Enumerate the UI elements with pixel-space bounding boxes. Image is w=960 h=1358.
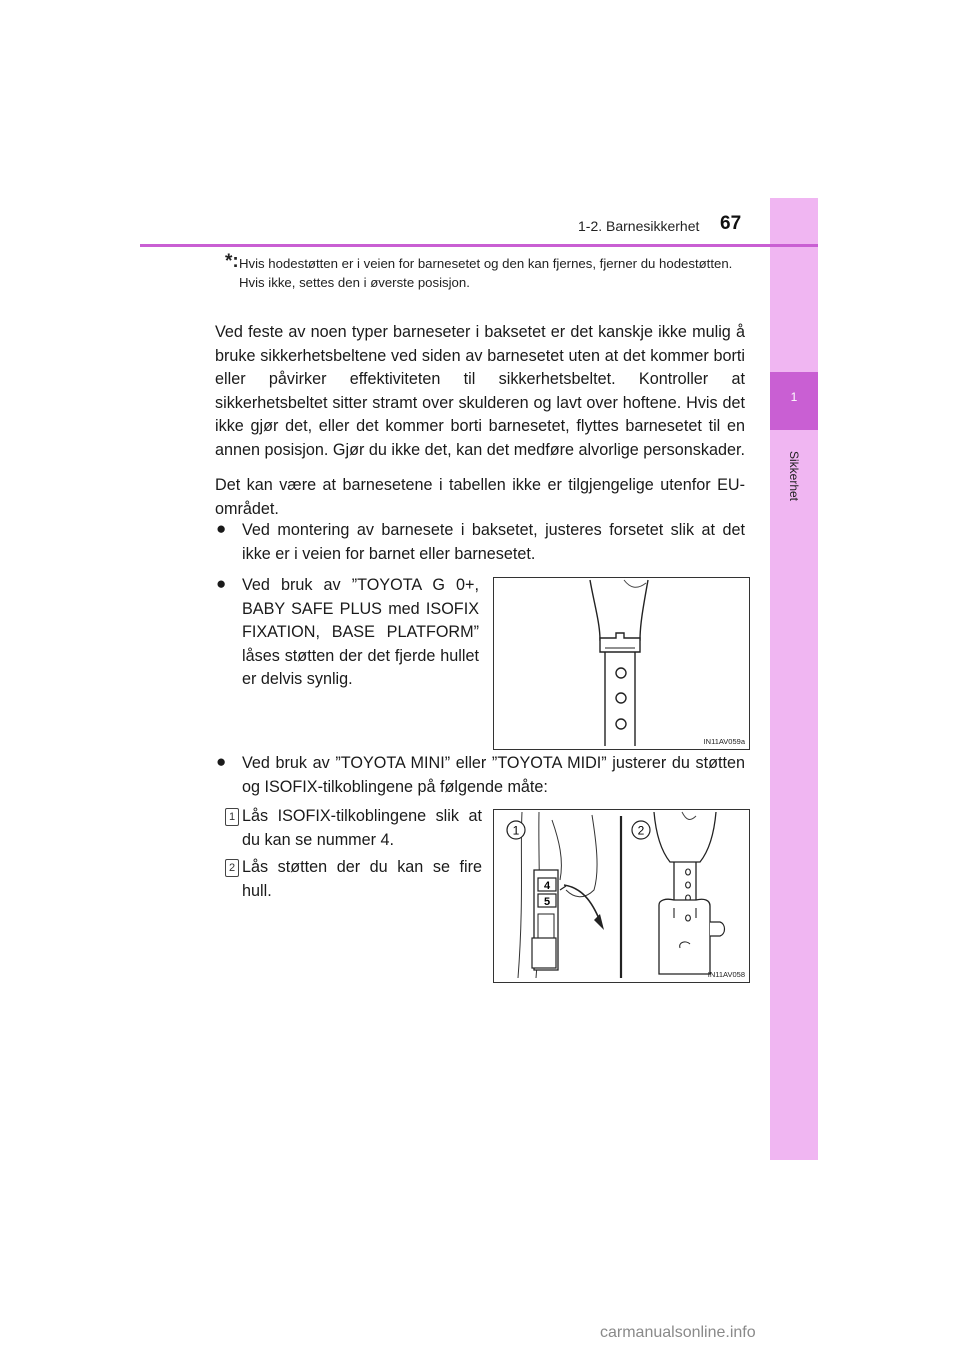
step-number: 1 — [225, 808, 239, 826]
chapter-label: Sikkerhet — [787, 450, 801, 502]
bullet-dot: ● — [216, 519, 227, 538]
watermark: carmanualsonline.info — [600, 1324, 756, 1341]
step-text: Lås støtten der du kan se fire hull. — [242, 858, 482, 900]
figure-code: IN11AV058 — [707, 970, 745, 979]
bullet-front-seat: Ved montering av barnesete i baksetet, justeres forsetet slik at det ikke er i veien for barnet eller barnesetet. — [242, 521, 745, 563]
bullet-toyota-mini-midi: Ved bruk av ”TOYOTA MINI” eller ”TOYOTA MIDI” justerer du støtten og ISOFIX-tilkoblingene på følgende måte: — [242, 754, 745, 796]
figure-isofix-support — [493, 809, 750, 983]
figure-support-leg — [493, 577, 750, 750]
bullet-dot: ● — [216, 574, 227, 593]
connector-digit-5: 5 — [543, 896, 551, 908]
page-number: 67 — [720, 213, 742, 234]
figure-code: IN11AV059a — [703, 737, 745, 746]
header-divider — [140, 244, 818, 247]
isofix-illustration — [494, 810, 749, 982]
figure-label-2: 2 — [637, 823, 645, 838]
connector-digit-4: 4 — [543, 880, 551, 892]
bullet-dot: ● — [216, 752, 227, 771]
footnote-text: Hvis hodestøtten er i veien for barnesetet og den kan fjernes, fjerner du hodestøtten. — [239, 256, 733, 271]
figure-label-1: 1 — [512, 823, 520, 838]
support-leg-illustration — [494, 578, 749, 749]
section-title: 1-2. Barnesikkerhet — [578, 218, 700, 234]
footnote-marker: *: — [225, 251, 239, 272]
side-tab-strip — [770, 198, 818, 1160]
footnote — [225, 251, 747, 292]
chapter-number: 1 — [790, 390, 798, 404]
step-number: 2 — [225, 859, 239, 877]
step-text: Lås ISOFIX-tilkoblingene slik at du kan se nummer 4. — [242, 807, 482, 849]
bullet-toyota-g0: Ved bruk av ”TOYOTA G 0+, BABY SAFE PLUS med ISOFIX FIXATION, BASE PLATFORM” låses støtten der det fjerde hullet er delvis synlig. — [242, 576, 479, 688]
footnote-text-2: Hvis ikke, settes den i øverste posisjon. — [239, 275, 470, 290]
paragraph-seatbelt-warning: Ved feste av noen typer barneseter i baksetet er det kanskje ikke mulig å bruke sikkerhetsbeltene ved siden av barnesetet uten at det kommer borti eller påvirker effektiviteten til sikkerhetsbeltet. Kontroller at sikkerhetsbeltet sitter stramt over skulderen og lavt over hoftene. Hvis det ikke gjør det, eller det kommer borti barnesetet, flyttes barnesetet til en annen posisjon. Gjør du ikke det, kan det medføre alvorlige personskader. — [215, 323, 745, 459]
paragraph-eu-availability: Det kan være at barnesetene i tabellen ikke er tilgjengelige utenfor EU-området. — [215, 476, 745, 518]
